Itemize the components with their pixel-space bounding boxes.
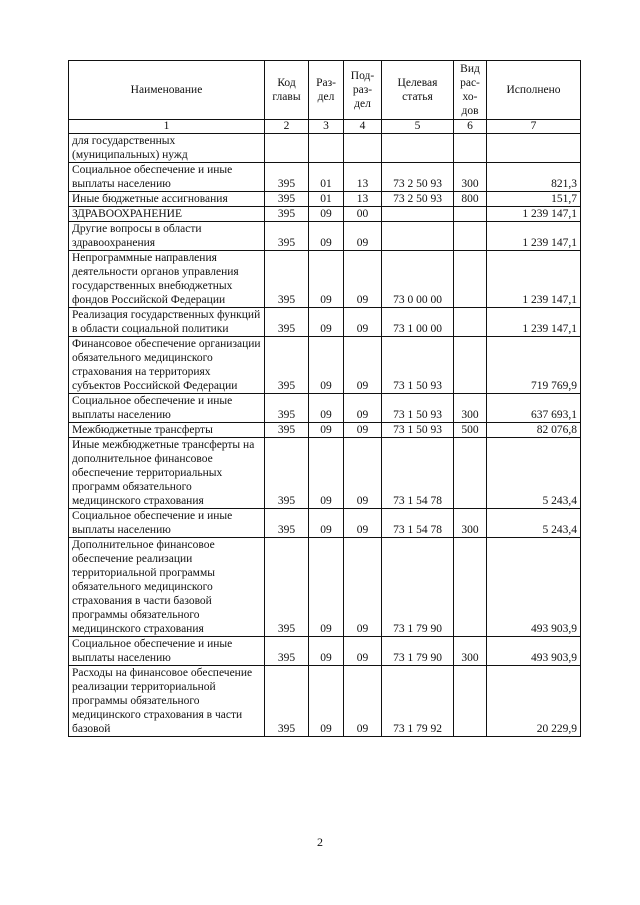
row-name: Социальное обеспечение и иные выплаты населению	[69, 163, 265, 192]
row-amount: 637 693,1	[487, 394, 581, 423]
row-type	[454, 222, 487, 251]
row-name: для государственных (муниципальных) нужд	[69, 134, 265, 163]
row-target: 73 2 50 93	[382, 163, 454, 192]
row-code: 395	[265, 666, 309, 737]
row-type: 500	[454, 423, 487, 438]
row-section: 09	[309, 637, 344, 666]
table-row	[69, 308, 581, 337]
row-section: 09	[309, 666, 344, 737]
row-amount: 821,3	[487, 163, 581, 192]
row-target: 73 1 54 78	[382, 438, 454, 509]
row-section: 01	[309, 163, 344, 192]
row-type	[454, 207, 487, 222]
row-code: 395	[265, 438, 309, 509]
row-section: 09	[309, 251, 344, 308]
row-name: Финансовое обеспечение организации обязательного медицинского страхования на территориях субъектов Российской Федерации	[69, 337, 265, 394]
table-row	[69, 394, 581, 423]
row-name: Расходы на финансовое обеспечение реализации территориальной программы обязательного медицинского страхования в части базовой	[69, 666, 265, 737]
page-number: 2	[317, 835, 323, 849]
row-subsection: 09	[344, 337, 382, 394]
table-row	[69, 538, 581, 637]
row-subsection: 13	[344, 192, 382, 207]
row-name: Социальное обеспечение и иные выплаты населению	[69, 509, 265, 538]
row-code: 395	[265, 192, 309, 207]
row-type: 300	[454, 163, 487, 192]
row-type: 800	[454, 192, 487, 207]
column-number: 6	[454, 120, 487, 134]
table-row	[69, 163, 581, 192]
column-number-row	[69, 120, 581, 134]
row-subsection: 00	[344, 207, 382, 222]
row-target: 73 1 54 78	[382, 509, 454, 538]
row-code: 395	[265, 222, 309, 251]
table-row	[69, 222, 581, 251]
header-subsection: Под- раз- дел	[344, 61, 382, 120]
row-code: 395	[265, 207, 309, 222]
row-amount: 493 903,9	[487, 637, 581, 666]
table-row	[69, 509, 581, 538]
table-body	[69, 134, 581, 737]
row-amount: 20 229,9	[487, 666, 581, 737]
row-section: 09	[309, 394, 344, 423]
row-subsection: 09	[344, 394, 382, 423]
row-code: 395	[265, 337, 309, 394]
row-name: ЗДРАВООХРАНЕНИЕ	[69, 207, 265, 222]
row-target	[382, 134, 454, 163]
row-subsection: 09	[344, 538, 382, 637]
header-section: Раз- дел	[309, 61, 344, 120]
row-target: 73 0 00 00	[382, 251, 454, 308]
row-section: 09	[309, 423, 344, 438]
row-subsection: 09	[344, 666, 382, 737]
row-code: 395	[265, 509, 309, 538]
row-target	[382, 222, 454, 251]
row-type	[454, 308, 487, 337]
row-subsection	[344, 134, 382, 163]
row-code: 395	[265, 308, 309, 337]
row-type	[454, 251, 487, 308]
row-type: 300	[454, 394, 487, 423]
row-code: 395	[265, 163, 309, 192]
table-row	[69, 207, 581, 222]
row-amount: 719 769,9	[487, 337, 581, 394]
column-number: 7	[487, 120, 581, 134]
row-target: 73 1 79 90	[382, 637, 454, 666]
row-target: 73 1 50 93	[382, 337, 454, 394]
row-section: 01	[309, 192, 344, 207]
table-row	[69, 637, 581, 666]
row-name: Социальное обеспечение и иные выплаты населению	[69, 637, 265, 666]
column-number: 1	[69, 120, 265, 134]
row-amount: 5 243,4	[487, 438, 581, 509]
row-name: Иные межбюджетные трансферты на дополнительное финансовое обеспечение территориальных программ обязательного медицинского страхования	[69, 438, 265, 509]
row-amount: 1 239 147,1	[487, 308, 581, 337]
row-code: 395	[265, 251, 309, 308]
row-type: 300	[454, 509, 487, 538]
row-name: Другие вопросы в области здравоохранения	[69, 222, 265, 251]
row-target: 73 1 50 93	[382, 423, 454, 438]
header-type: Вид рас- хо- дов	[454, 61, 487, 120]
row-section: 09	[309, 222, 344, 251]
row-name: Дополнительное финансовое обеспечение реализации территориальной программы обязательного медицинского страхования в части базовой программы обязательного медицинского страхования	[69, 538, 265, 637]
row-type	[454, 438, 487, 509]
row-code: 395	[265, 637, 309, 666]
row-amount	[487, 134, 581, 163]
row-section: 09	[309, 509, 344, 538]
row-amount: 5 243,4	[487, 509, 581, 538]
row-name: Иные бюджетные ассигнования	[69, 192, 265, 207]
row-name: Реализация государственных функций в области социальной политики	[69, 308, 265, 337]
row-subsection: 13	[344, 163, 382, 192]
budget-table	[68, 60, 581, 737]
row-subsection: 09	[344, 509, 382, 538]
row-code: 395	[265, 538, 309, 637]
table-row	[69, 423, 581, 438]
row-amount: 1 239 147,1	[487, 207, 581, 222]
header-code: Код главы	[265, 61, 309, 120]
row-type	[454, 666, 487, 737]
row-target: 73 1 79 90	[382, 538, 454, 637]
table-row	[69, 192, 581, 207]
row-code: 395	[265, 423, 309, 438]
row-type	[454, 337, 487, 394]
row-section: 09	[309, 438, 344, 509]
header-amount: Исполнено	[487, 61, 581, 120]
row-section	[309, 134, 344, 163]
row-subsection: 09	[344, 423, 382, 438]
row-section: 09	[309, 337, 344, 394]
row-amount: 82 076,8	[487, 423, 581, 438]
row-subsection: 09	[344, 637, 382, 666]
row-target: 73 1 79 92	[382, 666, 454, 737]
row-section: 09	[309, 308, 344, 337]
row-subsection: 09	[344, 308, 382, 337]
row-name: Непрограммные направления деятельности органов управления государственных внебюджетных фондов Российской Федерации	[69, 251, 265, 308]
column-number: 2	[265, 120, 309, 134]
column-number: 5	[382, 120, 454, 134]
row-subsection: 09	[344, 438, 382, 509]
row-amount: 493 903,9	[487, 538, 581, 637]
row-subsection: 09	[344, 222, 382, 251]
row-name: Социальное обеспечение и иные выплаты населению	[69, 394, 265, 423]
column-number: 3	[309, 120, 344, 134]
row-subsection: 09	[344, 251, 382, 308]
row-type	[454, 134, 487, 163]
row-target: 73 1 50 93	[382, 394, 454, 423]
row-name: Межбюджетные трансферты	[69, 423, 265, 438]
table-row	[69, 337, 581, 394]
row-target	[382, 207, 454, 222]
row-amount: 151,7	[487, 192, 581, 207]
column-number: 4	[344, 120, 382, 134]
table-row	[69, 438, 581, 509]
table-row	[69, 666, 581, 737]
table-row	[69, 251, 581, 308]
header-target: Целевая статья	[382, 61, 454, 120]
row-target: 73 2 50 93	[382, 192, 454, 207]
row-type: 300	[454, 637, 487, 666]
header-name: Наименование	[69, 61, 265, 120]
row-code	[265, 134, 309, 163]
row-section: 09	[309, 538, 344, 637]
row-target: 73 1 00 00	[382, 308, 454, 337]
row-amount: 1 239 147,1	[487, 222, 581, 251]
header-row	[69, 61, 581, 120]
table-row	[69, 134, 581, 163]
row-section: 09	[309, 207, 344, 222]
row-code: 395	[265, 394, 309, 423]
row-type	[454, 538, 487, 637]
row-amount: 1 239 147,1	[487, 251, 581, 308]
